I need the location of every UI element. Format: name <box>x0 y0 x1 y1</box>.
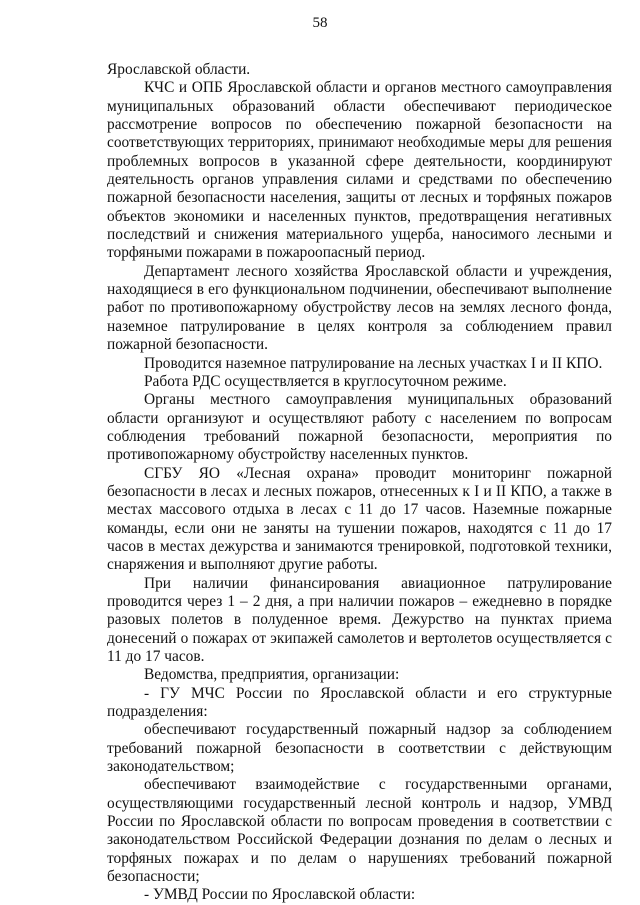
list-item: - ГУ МЧС России по Ярославской области и его структурные подразделения: <box>107 684 612 721</box>
paragraph: Департамент лесного хозяйства Ярославской области и учреждения, находящиеся в его функциональном подчинении, обеспечивают выполнение работ по противопожарному обустройству лесов на землях лесного фонда, наземное патрулирование в целях контроля за соблюдением правил пожарной безопасности. <box>107 262 612 354</box>
paragraph: КЧС и ОПБ Ярославской области и органов местного самоуправления муниципальных образований области обеспечивают периодическое рассмотрение вопросов по обеспечению пожарной безопасности на соответствующих территориях, принимают необходимые меры для решения проблемных вопросов в указанной сфере деятельности, координируют деятельность органов управления силами и средствами по обеспечению пожарной безопасности населения, защиты от лесных и торфяных пожаров объектов экономики и населенных пунктов, предотвращения негативных последствий и снижения материального ущерба, наносимого лесными и торфяными пожарами в пожароопасный период. <box>107 79 612 262</box>
paragraph: обеспечивают взаимодействие с государственными органами, осуществляющими государственный лесной контроль и надзор, УМВД России по Ярославской области по вопросам проведения в соответствии с законодательством Российской Федерации дознания по делам о лесных и торфяных пожарах и по делам о нарушениях требований пожарной безопасности; <box>107 776 612 886</box>
paragraph: Ведомства, предприятия, организации: <box>144 666 400 684</box>
paragraph: Проводится наземное патрулирование на лесных участках I и II КПО. <box>144 354 603 372</box>
paragraph: Органы местного самоуправления муниципальных образований области организуют и осуществляют работу с населением по вопросам соблюдения требований пожарной безопасности, мероприятия по противопожарному обустройству населенных пунктов. <box>107 391 612 464</box>
page-number: 58 <box>312 15 328 31</box>
paragraph: Ярославской области. <box>107 61 251 78</box>
paragraph: При наличии финансирования авиационное патрулирование проводится через 1 – 2 дня, а при наличии пожаров – ежедневно в порядке разовых полетов в полуденное время. Дежурство на пунктах приема донесений о пожарах от экипажей самолетов и вертолетов осуществляется с 11 до 17 часов. <box>107 574 612 665</box>
paragraph: СГБУ ЯО «Лесная охрана» проводит мониторинг пожарной безопасности в лесах и лесных пожаров, отнесенных к I и II КПО, а также в местах массового отдыха в лесах с 11 до 17 часов. Наземные пожарные команды, если они не заняты на тушении пожаров, находятся с 11 до 17 часов в местах дежурства и занимаются тренировкой, подготовкой техники, снаряжения и выполняют другие работы. <box>107 464 612 574</box>
paragraph: обеспечивают государственный пожарный надзор за соблюдением требований пожарной безопасности в соответствии с действующим законодательством; <box>107 721 612 776</box>
paragraph: Работа РДС осуществляется в круглосуточном режиме. <box>144 372 507 390</box>
document-body <box>107 61 612 905</box>
list-item: - УМВД России по Ярославской области: <box>144 886 416 904</box>
